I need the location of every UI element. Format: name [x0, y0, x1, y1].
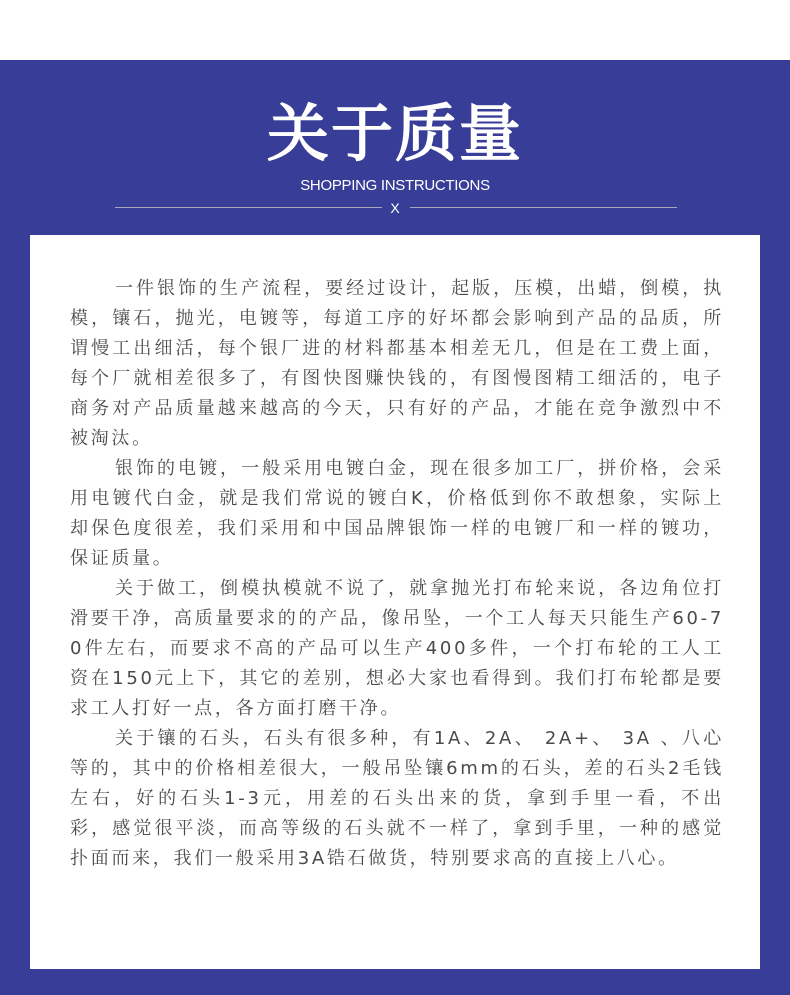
- content-card: [30, 235, 760, 969]
- divider-line-left: [115, 207, 382, 208]
- paragraph-plating: 银饰的电镀，一般采用电镀白金，现在很多加工厂，拼价格，会采用电镀代白金，就是我们常说的镀白K，价格低到你不敢想象，实际上却保色度很差，我们采用和中国品牌银饰一样的电镀厂和一样的镀功，保证质量。: [70, 458, 724, 569]
- section-title: 关于质量: [266, 97, 523, 170]
- close-x-icon: X: [390, 200, 400, 216]
- paragraph-process: 一件银饰的生产流程，要经过设计，起版，压模，出蜡，倒模，执模，镶石，抛光，电镀等，每道工序的好坏都会影响到产品的品质，所谓慢工出细活，每个银厂进的材料都基本相差无几，但是在工费上面，每个厂就相差很多了，有图快图赚快钱的，有图慢图精工细活的，电子商务对产品质量越来越高的今天，只有好的产品，才能在竞争激烈中不被淘汰。: [70, 278, 724, 449]
- top-margin: [0, 0, 790, 60]
- section-subtitle: SHOPPING INSTRUCTIONS: [300, 177, 490, 194]
- paragraph-workmanship: 关于做工，倒模执模就不说了，就拿抛光打布轮来说，各边角位打滑要干净，高质量要求的的产品，像吊坠，一个工人每天只能生产60-70件左右，而要求不高的产品可以生产400多件，一个打布轮的工人工资在150元上下，其它的差别，想必大家也看得到。我们打布轮都是要求工人打好一点，各方面打磨干净。: [70, 578, 724, 719]
- divider-line-right: [410, 207, 677, 208]
- quality-description: [70, 274, 724, 874]
- paragraph-stones: 关于镶的石头，石头有很多种，有1A、2A、 2A+、 3A 、八心等的，其中的价格相差很大，一般吊坠镶6mm的石头，差的石头2毛钱左右，好的石头1-3元，用差的石头出来的货，拿到手里一看，不出彩，感觉很平淡，而高等级的石头就不一样了，拿到手里，一种的感觉扑面而来，我们一般采用3A锆石做货，特别要求高的直接上八心。: [70, 728, 724, 869]
